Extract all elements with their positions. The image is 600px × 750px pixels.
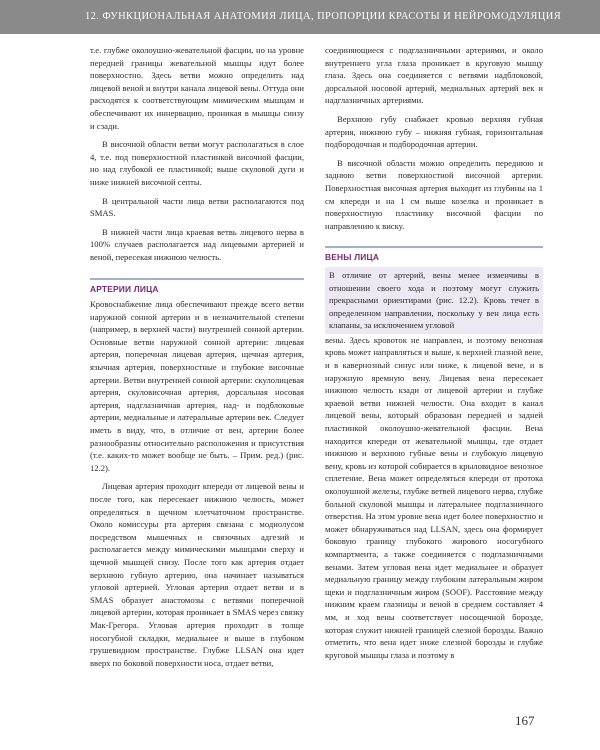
section-heading-veins: ВЕНЫ ЛИЦА (325, 246, 543, 264)
right-column (325, 44, 543, 667)
paragraph: Кровоснабжение лица обеспечивают прежде всего ветви наружной сонной артерии и в незначительной степени (например, в верхней части) внутренней сонной артерии. Основные ветви наружной сонной артерии: лицевая артерия, поперечная лицевая артерия, щечная артерия, язычная артерия, поверхностные и глубокие височные артерии. Ветви внутренней сонной артерии: скулолицевая артерия, скуловисочная артерия, дорсальная носовая артерия, надглазничная артерия, над- и подблоковые артерии, медиальные и латеральные артерии век. Следует иметь в виду, что, в отличие от вен, артерии более разнообразны относительно расположения и присутствия (т.е. каких-то может вообще не быть. – Прим. ред.) (рис. 12.2). (90, 299, 304, 473)
paragraph: В нижней части лица краевая ветвь лицевого нерва в 100% случаев располагается над лицевыми артерией и веной, пересекая нижнюю челюсть. (90, 226, 304, 262)
paragraph: Лицевая артерия проходит кпереди от лицевой вены и после того, как пересекает нижнюю челюсть, может определяться в щечном клетчаточном пространстве. Около комиссуры рта артерия связана с модиолусом посредством мышечных и связочных адгезий и располагается между мимическими мышцами сверху и щечной мышцей снизу. После того как артерия отдает верхнюю губную артерию, она начинает называться угловой артерией. Угловая артерия отдает ветви и в SMAS образует анастомозы с ветвями поперечной лицевой артерии, которая проникает в SMAS через связку Мак-Грегора. Угловая артерия проходит в толще носогубной складки, медиальнее и выше в глубоком грушевидном пространстве. Глубже LLSAN она идет вверх по боковой поверхности носа, отдает ветви, (90, 481, 304, 668)
page-number: 167 (515, 713, 535, 728)
paragraph: В центральной части лица ветви располагаются под SMAS. (90, 195, 304, 219)
paragraph: В височной области ветви могут располагаться в слое 4, т.е. под поверхностной пластинкой височной фасции, но над глубокой ее пластинкой; выше скуловой дуги и ниже нижней височной септы. (90, 139, 304, 187)
paragraph: В височной области можно определить переднюю и заднюю ветви поверхностной височной артерии. Поверхностная височная артерия выходит из глубины на 1 см кпереди и на 1 см выше козелка и проникает в поверхностную пластинку височной фасции по направлению к виску. (325, 157, 543, 231)
running-header (0, 0, 600, 34)
paragraph: В отличие от артерий, вены менее изменчивы в отношении своего хода и поэтому могут служить прекрасными ориентирами (рис. 12.2). Кровь течет в определенном направлении, поскольку у вен лица есть клапаны, за исключением угловой (329, 269, 539, 331)
paragraph: Верхнюю губу снабжает кровью верхняя губная артерия, нижнюю губу – нижняя губная, горизонтальная подбородочная и подбородочная артерии. (325, 113, 543, 150)
chapter-title: 12. ФУНКЦИОНАЛЬНАЯ АНАТОМИЯ ЛИЦА, ПРОПОРЦИИ КРАСОТЫ И НЕЙРОМОДУЛЯЦИЯ (85, 11, 562, 22)
highlighted-intro (325, 267, 543, 334)
left-column (90, 44, 304, 675)
paragraph: вены. Здесь кровоток не направлен, и поэтому венозная кровь может направляться и выше, к верхней глазной вене, и в кавернозный синус или ниже, к лицевой вене, и в наружную яремную вену. Лицевая вена пересекает нижнюю челюсть кзади от лицевой артерии и глубже краевой ветви нижней челюсти. Она входит в канал лицевой вены, который образован передней и задней пластинкой околоушно-жевательной фасции. Вена находится кпереди от жевательной мышцы, где отдает нижнюю и верхнюю губные вены и глубокую лицевую вену, кровь из которой собирается в крыловидное венозное сплетение. Вена может определяться кпереди от протока околоушной железы, глубже ветвей лицевого нерва, глубже больной скуловой мышцы и латеральнее подглазничного отверстия. На этом уровне вена идет более поверхностно и может обнаруживаться над LLSAN, здесь она формирует боковую границу глубокого жирового носогубного компартмента, а также соединяется с подглазничными венами. Затем угловая вена идет медиальнее и образует медиальную границу между глубоким латеральным жиром щеки и подглазничным жиром (SOOF). Расстояние между нижним краем глазницы и веной в среднем составляет 4 мм, и ход вены соответствует носощечной борозде, которая служит нижней границей слезной борозды. Важно отметить, что вена идет ниже слезной борозды и глубже круговой мышцы глаза и поэтому в (325, 334, 543, 660)
section-heading-arteries: АРТЕРИИ ЛИЦА (90, 278, 304, 296)
paragraph: т.е. глубже околоушно-жевательной фасции, но на уровне передней границы жевательной мышцы идут более поверхностно. Здесь ветви можно определить над лицевой веной и внутри канала лицевой вены. Оттуда они расходятся к соответствующим мимическим мышцам и обеспечивают их иннервацию, проникая в мышцы снизу и сзади. (90, 45, 304, 131)
paragraph: соединяющиеся с подглазничными артериями, и около внутреннего угла глаза проникает в круговую мышцу глаза. Здесь она соединяется с ветвями надблоковой, дорсальной носовой артерий, медиальных артерий век и надглазничных артериями. (325, 45, 543, 106)
